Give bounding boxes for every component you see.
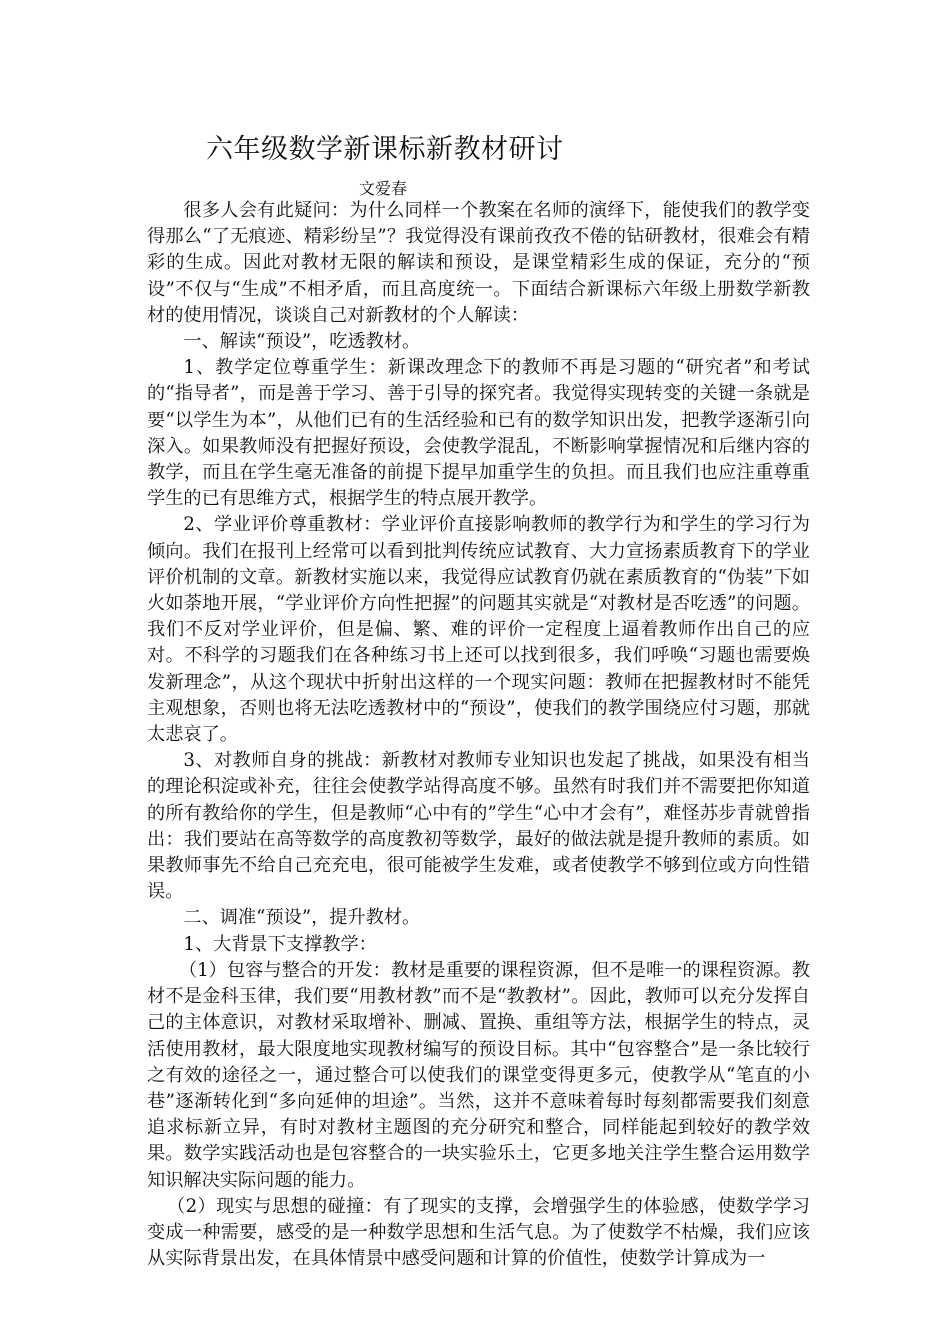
section-heading-2: 二、调准“预设”，提升教材。 [183, 907, 421, 929]
paragraph-1-2: 2、学业评价尊重教材：学业评价直接影响教师的教学行为和学生的学习行为倾向。我们在报刊上经常可以看到批判传统应试教育、大力宣扬素质教育下的学业评价机制的文章。新教材实施以来，我觉得应试教育仍就在素质教育的“伪装”下如火如荼地开展，“学业评价方向性把握”的问题其实就是“对教材是否吃透”的问题。我们不反对学业评价，但是偏、繁、难的评价一定程度上逼着教师作出自己的应对。不科学的习题我们在各种练习书上还可以找到很多，我们呼唤“习题也需要焕发新理念”，从这个现状中折射出这样的一个现实问题：教师在把握教材时不能凭主观想象，否则也将无法吃透教材中的“预设”，使我们的教学围绕应付习题，那就太悲哀了。 [147, 514, 810, 746]
subheading-2-1: 1、大背景下支撑教学： [183, 933, 377, 955]
intro-paragraph: 很多人会有此疑问：为什么同样一个教案在名师的演绎下，能使我们的教学变得那么“了无痕迹、精彩纷呈”？我觉得没有课前孜孜不倦的钻研教材，很难会有精彩的生成。因此对教材无限的解读和预设，是课堂精彩生成的保证，充分的“预设”不仅与“生成”不相矛盾，而且高度统一。下面结合新课标六年级上册数学新教材的使用情况，谈谈自己对新教材的个人解读： [147, 200, 810, 326]
document-author: 文爱春 [359, 179, 408, 198]
paragraph-2-1-1: （1）包容与整合的开发：教材是重要的课程资源，但不是唯一的课程资源。教材不是金科玉律，我们要“用教材教”而不是“教教材”。因此，教师可以充分发挥自己的主体意识，对教材采取增补、删减、置换、重组等方法，根据学生的特点，灵活使用教材，最大限度地实现教材编写的预设目标。其中“包容整合”是一条比较行之有效的途径之一，通过整合可以使我们的课堂变得更多元，使教学从“笔直的小巷”逐渐转化到“多向延伸的坦途”。当然，这并不意味着每时每刻都需要我们刻意追求标新立异，有时对教材主题图的充分研究和整合，同样能起到较好的教学效果。数学实践活动也是包容整合的一块实验乐土，它更多地关注学生整合运用数学知识解决实际问题的能力。 [147, 959, 810, 1191]
paragraph-2-1-2: （2）现实与思想的碰撞：有了现实的支撑，会增强学生的体验感，使数学学习变成一种需要，感受的是一种数学思想和生活气息。为了使数学不枯燥，我们应该从实际背景出发，在具体情景中感受问题和计算的价值性，使数学计算成为一 [147, 1195, 810, 1270]
document-title: 六年级数学新课标新教材研讨 [206, 134, 564, 165]
section-heading-1: 一、解读“预设”，吃透教材。 [183, 331, 421, 353]
paragraph-1-1: 1、教学定位尊重学生：新课改理念下的教师不再是习题的“研究者”和考试的“指导者”，而是善于学习、善于引导的探究者。我觉得实现转变的关键一条就是要“以学生为本”，从他们已有的生活经验和已有的数学知识出发，把教学逐渐引向深入。如果教师没有把握好预设，会使教学混乱，不断影响掌握情况和后继内容的教学，而且在学生毫无准备的前提下提早加重学生的负担。而且我们也应注重尊重学生的已有思维方式，根据学生的特点展开教学。 [147, 357, 810, 510]
document-body [147, 198, 810, 1272]
paragraph-1-3: 3、对教师自身的挑战：新教材对教师专业知识也发起了挑战，如果没有相当的理论积淀或补充，往往会使教学站得高度不够。虽然有时我们并不需要把你知道的所有教给你的学生，但是教师“心中有的”学生“心中才会有”，难怪苏步青就曾指出：我们要站在高等数学的高度教初等数学，最好的做法就是提升教师的素质。如果教师事先不给自己充充电，很可能被学生发难，或者使教学不够到位或方向性错误。 [147, 750, 810, 903]
